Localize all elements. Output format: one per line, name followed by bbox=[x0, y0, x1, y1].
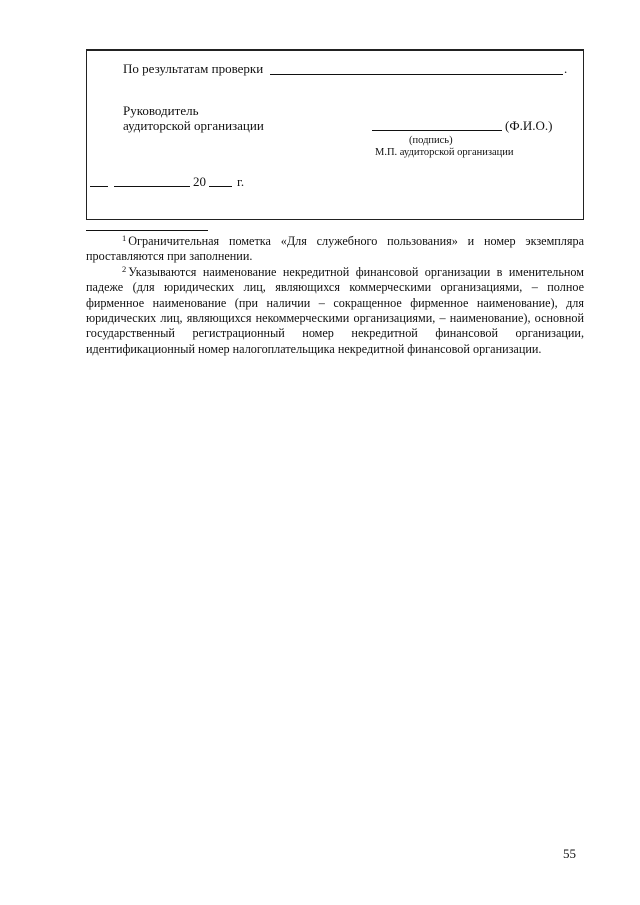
footnote-1-marker: 1 bbox=[122, 233, 127, 243]
footnote-rule bbox=[86, 230, 208, 231]
footnote-2-marker: 2 bbox=[122, 263, 127, 274]
footnote-1-text: Ограничительная пометка «Для служебного пользования» и номер экземпляра проставляются при заполнении. bbox=[86, 234, 584, 264]
head-label-line1: Руководитель bbox=[123, 103, 199, 118]
name-label: (Ф.И.О.) bbox=[505, 118, 553, 133]
signature-caption: (подпись) bbox=[409, 135, 453, 146]
check-result-field-line bbox=[270, 74, 563, 75]
check-result-label: По результатам проверки bbox=[123, 61, 264, 76]
footnote-1 bbox=[86, 234, 584, 265]
head-label-line2: аудиторской организации bbox=[123, 118, 264, 133]
check-result-end: . bbox=[564, 61, 568, 76]
seal-caption: М.П. аудиторской организации bbox=[375, 147, 514, 158]
footnote-2-text: Указываются наименование некредитной финансовой организации в именительном падеже (для юридических лиц, являющихся коммерческими организациями, – полное фирменное наименование (при наличии – сокращенное фирменное наименование), для юридических лиц, являющихся некоммерческими организациями, – наименование), основной государственный регистрационный номер некредитной финансовой организации, идентификационный номер налогоплательщика некредитной финансовой организации. bbox=[86, 264, 584, 356]
date-month-line bbox=[114, 186, 190, 187]
date-day-line bbox=[90, 186, 108, 187]
footnote-2 bbox=[86, 265, 584, 357]
page-number: 55 bbox=[563, 846, 576, 861]
footnotes bbox=[86, 230, 584, 357]
signature-line bbox=[372, 130, 502, 131]
date-year-line bbox=[209, 186, 232, 187]
date-suffix: г. bbox=[237, 174, 245, 189]
date-year-prefix: 20 bbox=[193, 174, 206, 189]
